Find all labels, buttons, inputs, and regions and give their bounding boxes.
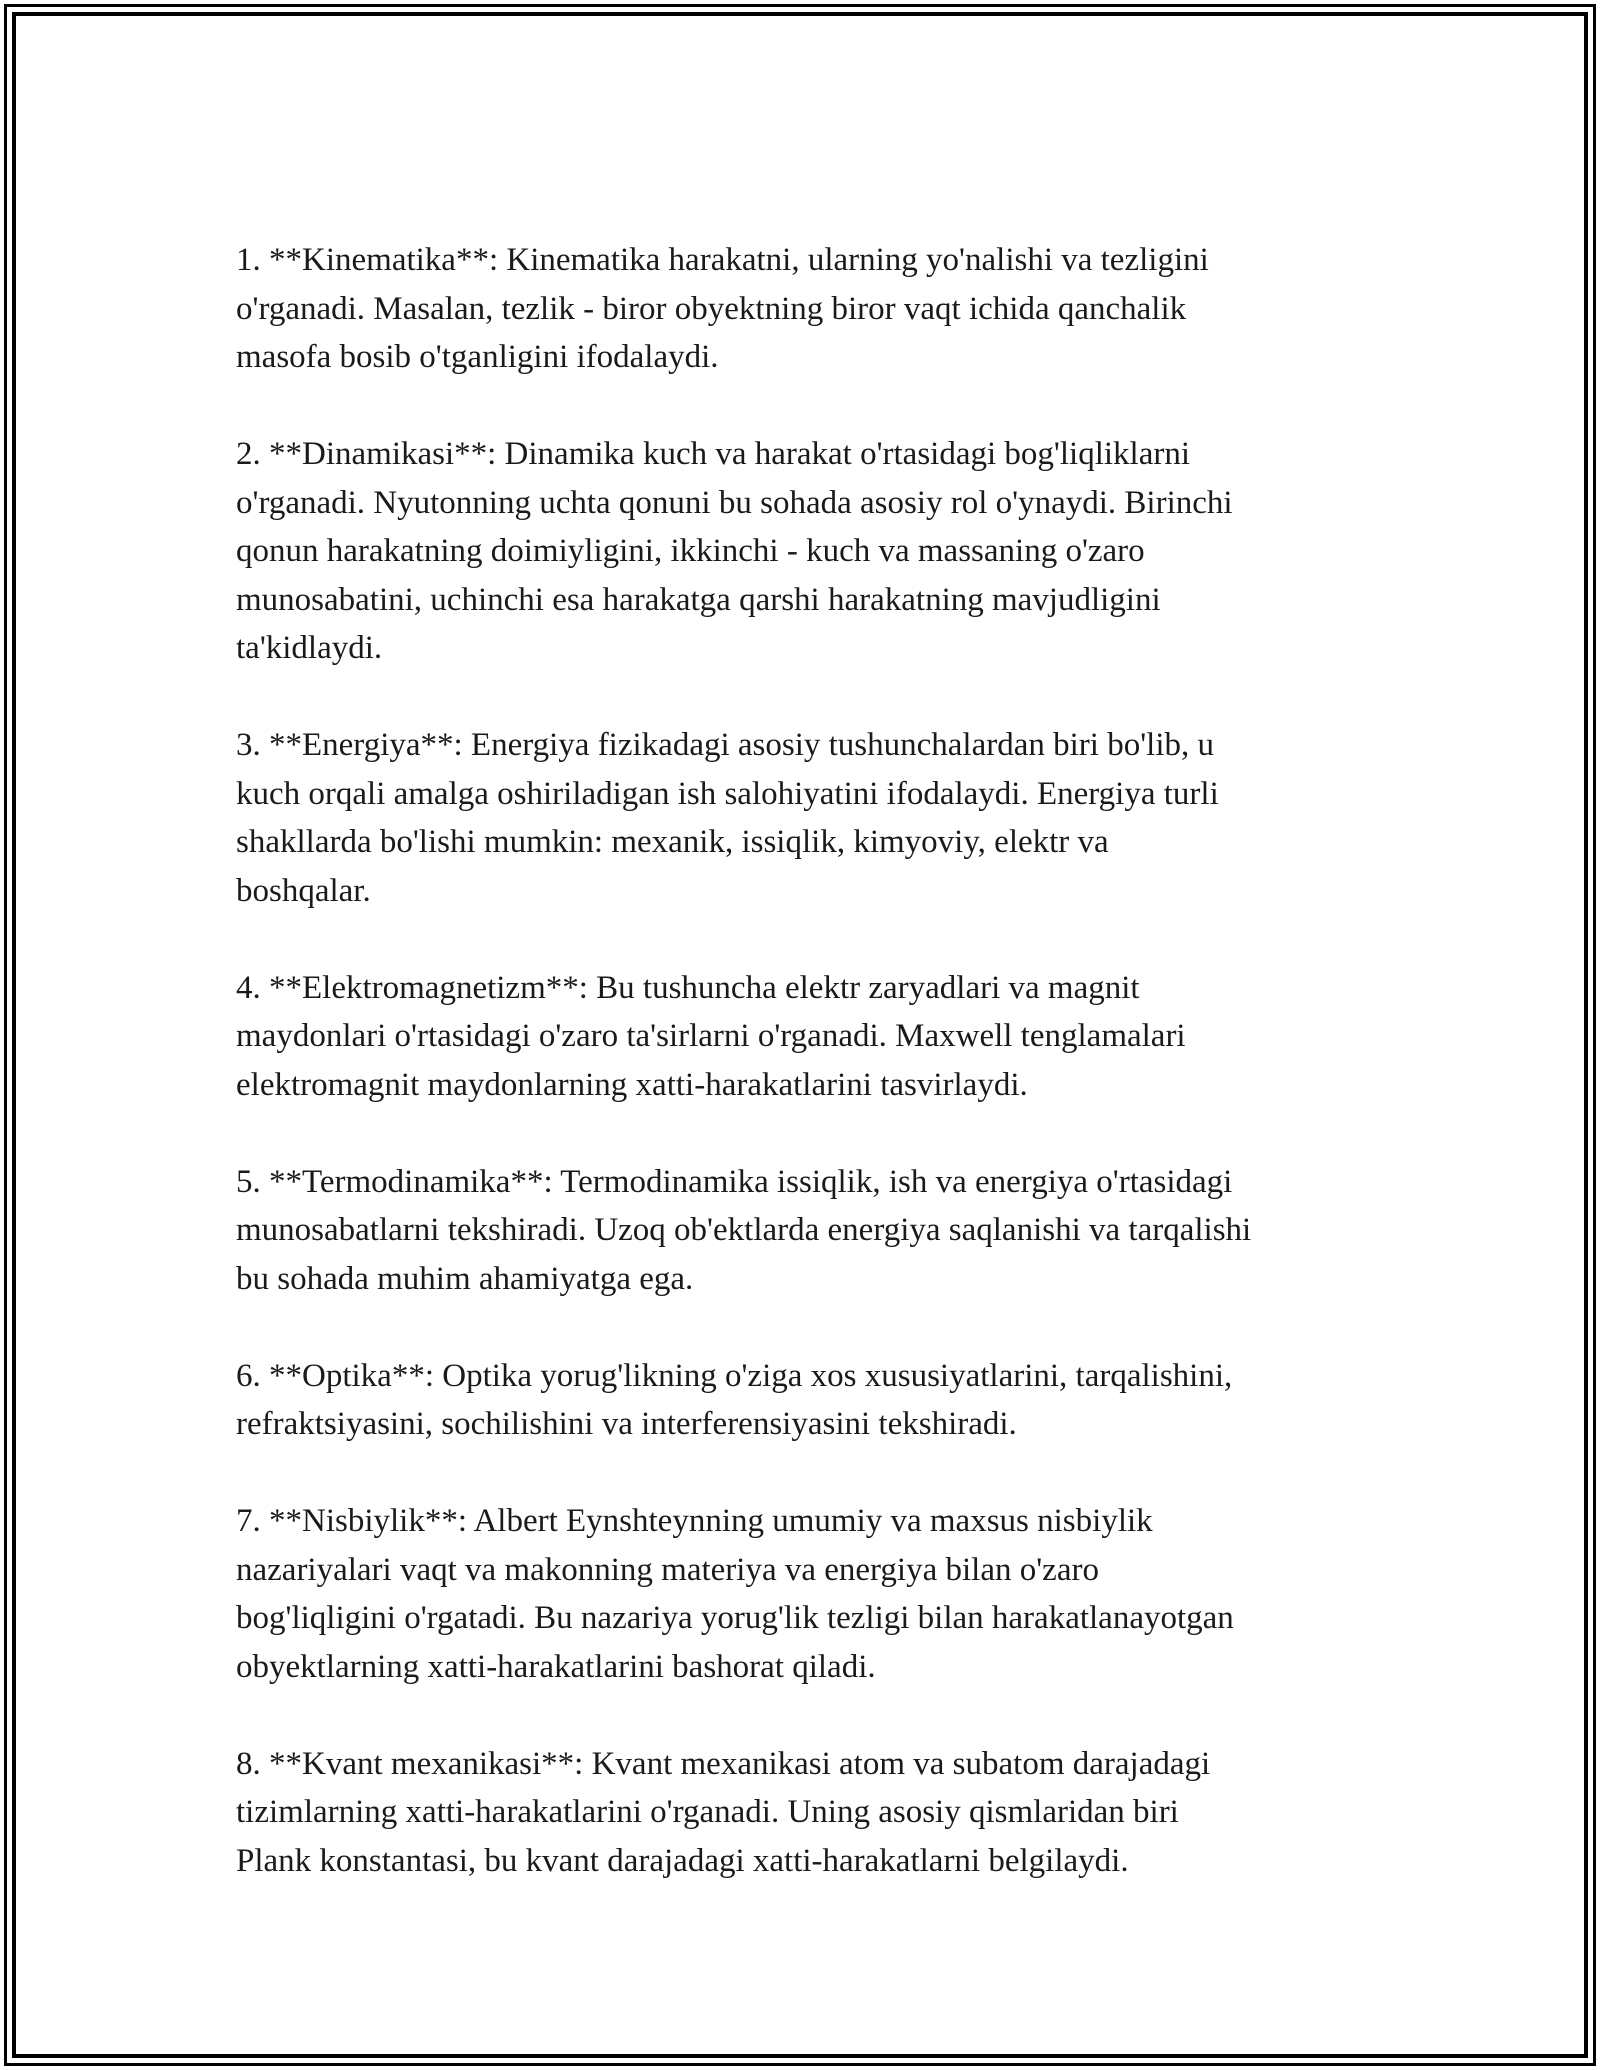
text-line: maydonlari o'rtasidagi o'zaro ta'sirlarni o'rganadi. Maxwell tenglamalari (236, 1018, 1186, 1054)
list-item-nisbiylik (236, 1497, 1376, 1691)
list-item-dinamikasi (236, 430, 1376, 673)
text-line: 1. **Kinematika**: Kinematika harakatni, ularning yo'nalishi va tezligini (236, 242, 1209, 278)
text-line: bu sohada muhim ahamiyatga ega. (236, 1260, 694, 1297)
text-line: qonun harakatning doimiyligini, ikkinchi - kuch va massaning o'zaro (236, 533, 1145, 569)
text-line: 8. **Kvant mexanikasi**: Kvant mexanikasi atom va subatom darajadagi (236, 1745, 1211, 1782)
text-line: obyektlarning xatti-harakatlarini bashorat qiladi. (236, 1648, 876, 1685)
text-line: kuch orqali amalga oshiriladigan ish salohiyatini ifodalaydi. Energiya turli (236, 775, 1219, 812)
text-line: ta'kidlaydi. (236, 630, 383, 666)
text-line: elektromagnit maydonlarning xatti-harakatlarini tasvirlaydi. (236, 1066, 1028, 1103)
list-item-elektromagnetizm (236, 964, 1376, 1110)
text-line: o'rganadi. Nyutonning uchta qonuni bu sohada asosiy rol o'ynaydi. Birinchi (236, 484, 1233, 521)
list-item-optika (236, 1352, 1376, 1449)
text-line: 4. **Elektromagnetizm**: Bu tushuncha elektr zaryadlari va magnit (236, 969, 1140, 1006)
text-line: 2. **Dinamikasi**: Dinamika kuch va harakat o'rtasidagi bog'liqliklarni (236, 436, 1191, 472)
text-line: nazariyalari vaqt va makonning materiya va energiya bilan o'zaro (236, 1551, 1099, 1588)
text-line: boshqalar. (236, 872, 371, 909)
text-line: bog'liqligini o'rgatadi. Bu nazariya yorug'lik tezligi bilan harakatlanayotgan (236, 1600, 1234, 1636)
text-line: 3. **Energiya**: Energiya fizikadagi asosiy tushunchalardan biri bo'lib, u (236, 727, 1214, 763)
text-line: 6. **Optika**: Optika yorug'likning o'ziga xos xususiyatlarini, tarqalishini, (236, 1357, 1233, 1394)
list-item-energiya (236, 721, 1376, 915)
list-item-termodinamika (236, 1158, 1376, 1304)
text-line: 7. **Nisbiylik**: Albert Eynshteynning umumiy va maxsus nisbiylik (236, 1503, 1153, 1539)
text-line: munosabatlarni tekshiradi. Uzoq ob'ektlarda energiya saqlanishi va tarqalishi (236, 1212, 1252, 1248)
text-line: masofa bosib o'tganligini ifodalaydi. (236, 339, 719, 375)
text-line: o'rganadi. Masalan, tezlik - biror obyektning biror vaqt ichida qanchalik (236, 290, 1187, 327)
text-line: 5. **Termodinamika**: Termodinamika issiqlik, ish va energiya o'rtasidagi (236, 1163, 1233, 1200)
document-body (236, 236, 1376, 1934)
text-line: shakllarda bo'lishi mumkin: mexanik, issiqlik, kimyoviy, elektr va (236, 824, 1109, 860)
text-line: Plank konstantasi, bu kvant darajadagi xatti-harakatlarni belgilaydi. (236, 1842, 1129, 1879)
text-line: munosabatini, uchinchi esa harakatga qarshi harakatning mavjudligini (236, 581, 1161, 618)
text-line: tizimlarning xatti-harakatlarini o'rganadi. Uning asosiy qismlaridan biri (236, 1794, 1179, 1830)
list-item-kinematika (236, 236, 1376, 382)
text-line: refraktsiyasini, sochilishini va interferensiyasini tekshiradi. (236, 1406, 1017, 1442)
list-item-kvant-mexanikasi (236, 1740, 1376, 1886)
